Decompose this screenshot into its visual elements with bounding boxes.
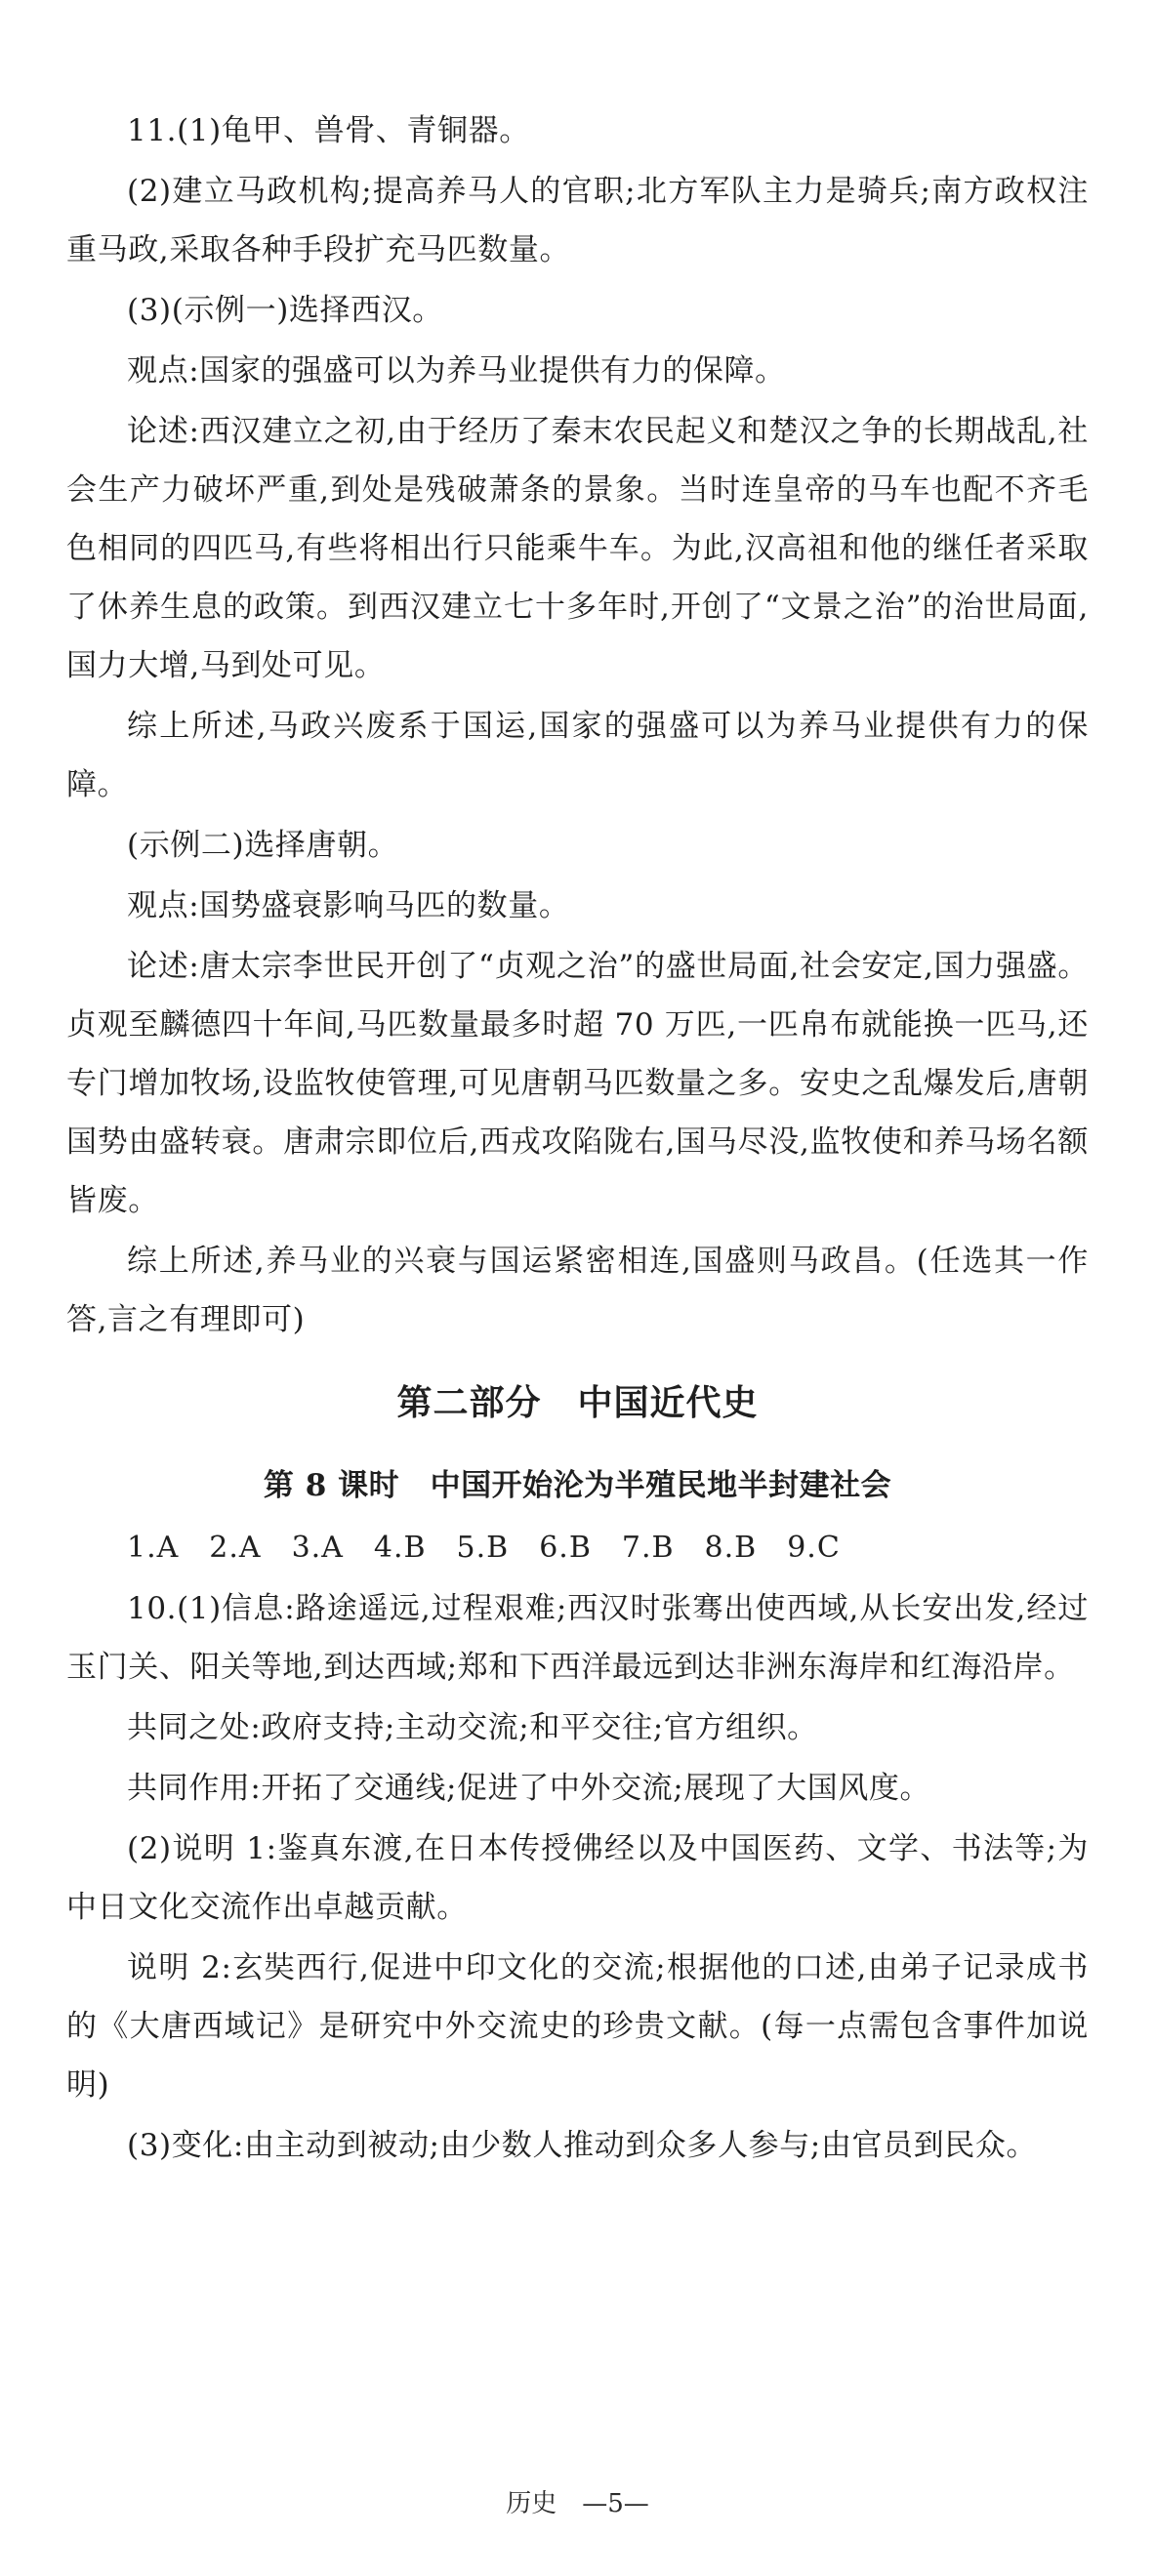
question-11-answers bbox=[66, 102, 1089, 1349]
answer-paragraph: 共同作用:开拓了交通线;促进了中外交流;展现了大国风度。 bbox=[127, 1771, 931, 1806]
answer-paragraph: 共同之处:政府支持;主动交流;和平交往;官方组织。 bbox=[127, 1710, 818, 1745]
answer-paragraph: (3)(示例一)选择西汉。 bbox=[127, 293, 443, 328]
page-content bbox=[66, 102, 1089, 2175]
part-title: 第二部分 中国近代史 bbox=[396, 1383, 759, 1423]
answer-paragraph: 论述:唐太宗李世民开创了“贞观之治”的盛世局面,社会安定,国力强盛。贞观至麟德四十年间,马匹数量最多时超 70 万匹,一匹帛布就能换一匹马,还专门增加牧场,设监牧使管理,可见唐朝马匹数量之多。安史之乱爆发后,唐朝国势由盛转衰。唐肃宗即位后,西戎攻陷陇右,国马尽没,监牧使和养马场名额皆废。 bbox=[66, 949, 1089, 1218]
answer-paragraph: 10.(1)信息:路途遥远,过程艰难;西汉时张骞出使西域,从长安出发,经过玉门关、阳关等地,到达西域;郑和下西洋最远到达非洲东海岸和红海沿岸。 bbox=[66, 1591, 1089, 1685]
answer-paragraph: 综上所述,马政兴废系于国运,国家的强盛可以为养马业提供有力的保障。 bbox=[66, 709, 1089, 802]
answer-paragraph: 说明 2:玄奘西行,促进中印文化的交流;根据他的口述,由弟子记录成书的《大唐西域记》是研究中外交流史的珍贵文献。(每一点需包含事件加说明) bbox=[66, 1950, 1089, 2103]
answer-paragraph: 观点:国势盛衰影响马匹的数量。 bbox=[127, 888, 570, 923]
question-10-answers bbox=[66, 1579, 1089, 2175]
page-footer: 历史 —5— bbox=[506, 2489, 649, 2518]
answer-paragraph: 综上所述,养马业的兴衰与国运紧密相连,国盛则马政昌。(任选其一作答,言之有理即可) bbox=[66, 1244, 1089, 1337]
lesson-title: 第 8 课时 中国开始沦为半殖民地半封建社会 bbox=[263, 1468, 892, 1503]
answer-paragraph: (3)变化:由主动到被动;由少数人推动到众多人参与;由官员到民众。 bbox=[127, 2128, 1038, 2163]
choice-answers: 1.A 2.A 3.A 4.B 5.B 6.B 7.B 8.B 9.C bbox=[127, 1531, 841, 1565]
answer-paragraph: (2)说明 1:鉴真东渡,在日本传授佛经以及中国医药、文学、书法等;为中日文化交流作出卓越贡献。 bbox=[66, 1831, 1089, 1925]
answer-paragraph: 论述:西汉建立之初,由于经历了秦末农民起义和楚汉之争的长期战乱,社会生产力破坏严重,到处是残破萧条的景象。当时连皇帝的马车也配不齐毛色相同的四匹马,有些将相出行只能乘牛车。为此,汉高祖和他的继任者采取了休养生息的政策。到西汉建立七十多年时,开创了“文景之治”的治世局面,国力大增,马到处可见。 bbox=[66, 414, 1089, 683]
answer-paragraph: 11.(1)龟甲、兽骨、青铜器。 bbox=[127, 113, 530, 148]
answer-paragraph: 观点:国家的强盛可以为养马业提供有力的保障。 bbox=[127, 353, 786, 388]
answer-paragraph: (示例二)选择唐朝。 bbox=[127, 828, 399, 863]
answer-paragraph: (2)建立马政机构;提高养马人的官职;北方军队主力是骑兵;南方政权注重马政,采取各种手段扩充马匹数量。 bbox=[66, 174, 1089, 267]
